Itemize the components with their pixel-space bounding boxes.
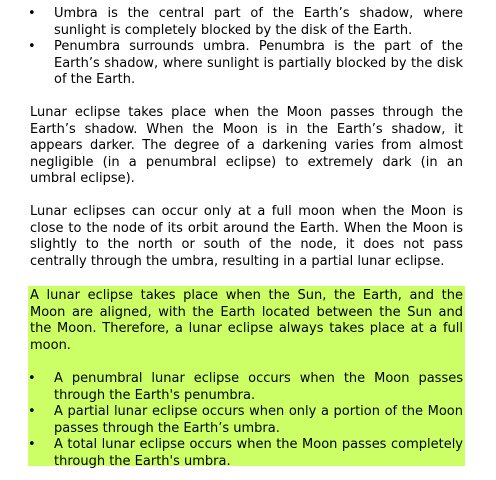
bullet-icon: •	[28, 404, 36, 419]
list-item-partial	[28, 404, 465, 437]
list-item-text: A partial lunar eclipse occurs when only a portion of the Moon passes through the Earth’s umbra.	[54, 404, 463, 436]
paragraph-full-moon-node: Lunar eclipses can occur only at a full moon when the Moon is close to the node of its orbit around the Earth. When the Moon is slightly to the north or south of the node, it does not pass centrally through the umbra, resulting in a partial lunar eclipse.	[30, 204, 463, 269]
list-item-text: Umbra is the central part of the Earth’s shadow, where sunlight is completely blocked by the disk of the Earth.	[54, 6, 463, 38]
paragraph-alignment: A lunar eclipse takes place when the Sun, the Earth, and the Moon are aligned, with the Earth located between the Sun and the Moon. Therefore, a lunar eclipse always takes place at a full moon.	[30, 288, 463, 353]
list-item-total	[28, 437, 465, 470]
list-item-text: Penumbra surrounds umbra. Penumbra is the part of the Earth’s shadow, where sunlight is partially blocked by the disk of the Earth.	[54, 39, 463, 87]
shadow-definitions-list	[0, 6, 496, 89]
list-item-penumbra	[0, 39, 496, 89]
list-item-text: A penumbral lunar eclipse occurs when the Moon passes through the Earth's penumbra.	[54, 371, 463, 403]
highlighted-section	[28, 286, 465, 469]
list-item-text: A total lunar eclipse occurs when the Moon passes completely through the Earth's umbra.	[54, 437, 463, 469]
bullet-icon: •	[28, 6, 36, 21]
bullet-icon: •	[28, 39, 36, 54]
list-item-umbra	[0, 6, 496, 39]
list-item-penumbral	[28, 371, 465, 404]
eclipse-types-list	[28, 371, 465, 470]
bullet-icon: •	[28, 437, 36, 452]
bullet-icon: •	[28, 371, 36, 386]
paragraph-lunar-eclipse-shadow: Lunar eclipse takes place when the Moon passes through the Earth’s shadow. When the Moon is in the Earth’s shadow, it appears darker. The degree of a darkening varies from almost negligible (in a penumbral eclipse) to extremely dark (in an umbral eclipse).	[30, 105, 463, 186]
